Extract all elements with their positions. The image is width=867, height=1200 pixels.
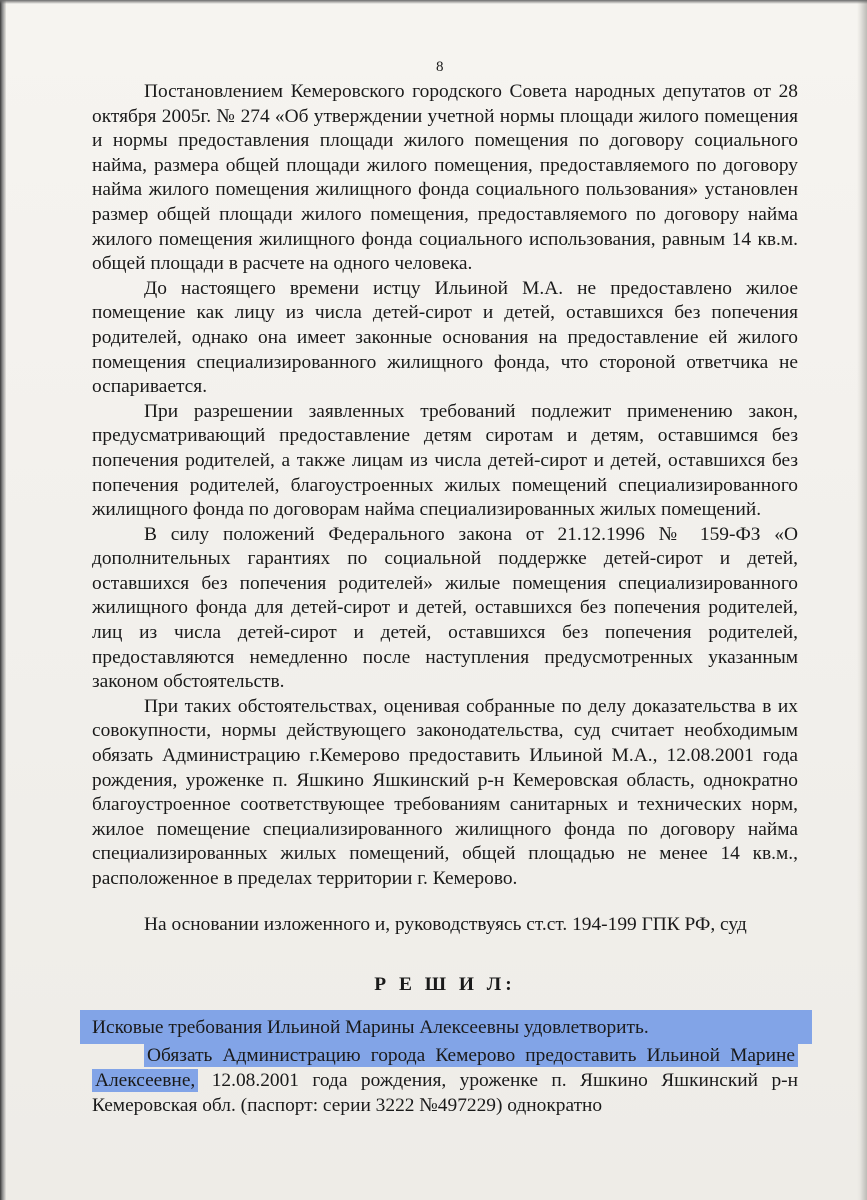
- paragraph-applicable-law: При разрешении заявленных требований подлежит применению закон, предусматривающий предоставление детям сиротам и детям, оставшимся без попечения родителей, а также лицам из числа детей-сирот и детей, оставшихся без попечения родителей, благоустроенных жилых помещений специализированного жилищного фонда по договорам найма специализированных жилых помещений.: [92, 400, 798, 521]
- decree-claims-text: Исковые требования Ильиной Марины Алексеевны удовлетворить.: [92, 1016, 649, 1038]
- decree-obligation-highlighted: Обязать Администрацию города Кемерово предоставить Ильиной Марине Алексеевне,: [92, 1044, 798, 1092]
- decree-line-claims-satisfied: [40, 1010, 798, 1045]
- scan-shadow-top: [0, 0, 867, 4]
- paragraph-court-considers: При таких обстоятельствах, оценивая собранные по делу доказательства в их совокупности, нормы действующего законодательства, суд считает необходимым обязать Администрацию г.Кемерово предоставить Ильиной М.А., 12.08.2001 года рождения, уроженке п. Яшкино Яшкинский р-н Кемеровская область, однократно благоустроенное соответствующее требованиям санитарных и технических норм, жилое помещение специализированного жилищного фонда по договору найма специализированных жилых помещений, общей площадью не менее 14 кв.м., расположенное в пределах территории г. Кемерово.: [92, 695, 798, 889]
- document-body: [92, 80, 798, 1118]
- page-number: 8: [436, 59, 444, 75]
- decree-obligation-rest: 12.08.2001 года рождения, уроженке п. Яшкино Яшкинский р-н Кемеровская обл. (паспорт: серии 3222 №497229) однократно: [92, 1069, 798, 1116]
- paragraph-federal-law-159: В силу положений Федерального закона от 21.12.1996 № 159-ФЗ «О дополнительных гарантиях по социальной поддержке детей-сирот и детей, оставшихся без попечения родителей» жилые помещения специализированного жилищного фонда для детей-сирот и детей, оставшихся без попечения родителей, лиц из числа детей-сирот и детей, оставшихся без попечения родителей, предоставляются немедленно после наступления предусмотренных указанным законом обстоятельств.: [92, 523, 798, 693]
- paragraph-not-provided: До настоящего времени истцу Ильиной М.А. не предоставлено жилое помещение как лицу из числа детей-сирот и детей, оставшихся без попечения родителей, однако она имеет законные основания на предоставление ей жилого помещения специализированного жилищного фонда, что стороной ответчика не оспаривается.: [92, 277, 798, 398]
- paragraph-resolution-274: Постановлением Кемеровского городского Совета народных депутатов от 28 октября 2005г. № 274 «Об утверждении учетной нормы площади жилого помещения и нормы предоставления площади жилого помещения по договору социального найма, размера общей площади жилого помещения, предоставляемого по договору найма жилого помещения жилищного фонда социального пользования» установлен размер общей площади жилого помещения, предоставляемого по договору найма жилого помещения жилищного фонда социального использования, равным 14 кв.м. общей площади в расчете на одного человека.: [92, 81, 798, 275]
- paragraph-legal-basis: На основании изложенного и, руководствуясь ст.ст. 194-199 ГПК РФ, суд: [144, 913, 747, 935]
- scan-shadow-right: [857, 0, 867, 1200]
- scan-shadow-left: [0, 0, 6, 1200]
- decree-line-obligation: [92, 1044, 798, 1118]
- highlight-marker: [80, 1010, 812, 1045]
- decree-heading: Р Е Ш И Л:: [374, 974, 516, 996]
